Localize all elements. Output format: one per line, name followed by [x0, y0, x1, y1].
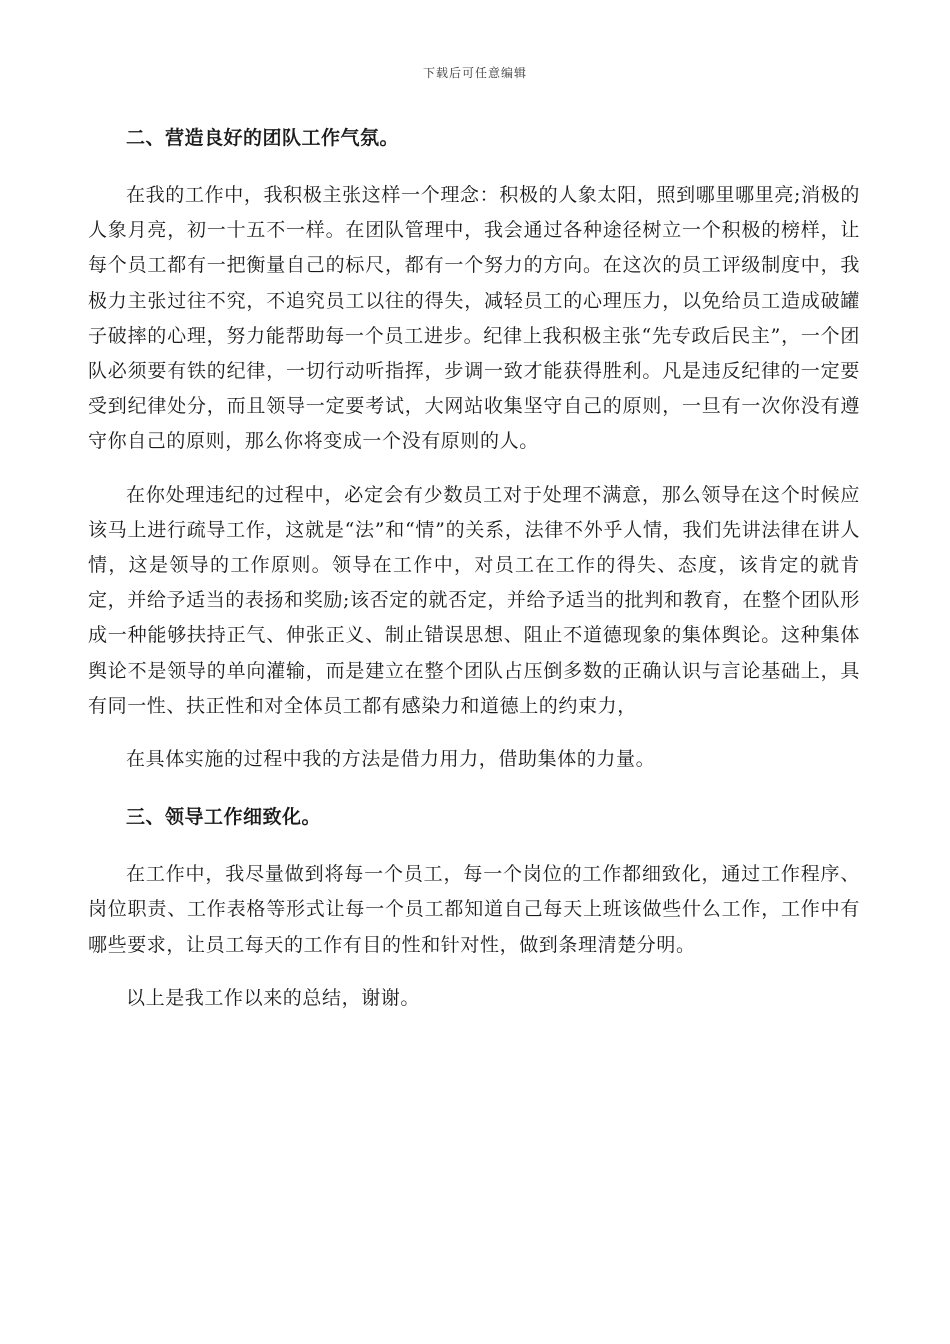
- paragraph-method: 在具体实施的过程中我的方法是借力用力，借助集体的力量。: [126, 748, 656, 771]
- paragraph-closing: 以上是我工作以来的总结，谢谢。: [126, 986, 421, 1009]
- paragraph-detailed-work: 在工作中，我尽量做到将每一个员工，每一个岗位的工作都细致化，通过工作程序、岗位职责、工作表格等形式让每一个员工都知道自己每天上班该做些什么工作，工作中有哪些要求，让员工每天的工作有目的性和针对性，做到条理清楚分明。: [88, 863, 860, 956]
- paragraph-team-atmosphere: 在我的工作中，我积极主张这样一个理念：积极的人象太阳，照到哪里哪里亮;消极的人象月亮，初一十五不一样。在团队管理中，我会通过各种途径树立一个积极的榜样，让每个员工都有一把衡量自己的标尺，都有一个努力的方向。在这次的员工评级制度中，我极力主张过往不究，不追究员工以往的得失，减轻员工的心理压力，以免给员工造成破罐子破摔的心理，努力能帮助每一个员工进步。纪律上我积极主张“先专政后民主”，一个团队必须要有铁的纪律，一切行动听指挥，步调一致才能获得胜利。凡是违反纪律的一定要受到纪律处分，而且领导一定要考试，大网站收集坚守自己的原则，一旦有一次你没有遵守你自己的原则，那么你将变成一个没有原则的人。: [88, 184, 860, 453]
- section-heading-2: 二、营造良好的团队工作气氛。: [126, 127, 400, 149]
- document-body: [88, 118, 860, 1034]
- paragraph-discipline-handling: 在你处理违纪的过程中，必定会有少数员工对于处理不满意，那么领导在这个时候应该马上进行疏导工作，这就是“法”和“情”的关系，法律不外乎人情，我们先讲法律在讲人情，这是领导的工作原则。领导在工作中，对员工在工作的得失、态度，该肯定的就肯定，并给予适当的表扬和奖励;该否定的就否定，并给予适当的批判和教育，在整个团队形成一种能够扶持正气、伸张正义、制止错误思想、阻止不道德现象的集体舆论。这种集体舆论不是领导的单向灌输，而是建立在整个团队占压倒多数的正确认识与言论基础上，具有同一性、扶正性和对全体员工都有感染力和道德上的约束力，: [88, 483, 860, 717]
- section-heading-3: 三、领导工作细致化。: [126, 806, 322, 829]
- page-header-note: 下载后可任意编辑: [422, 66, 527, 80]
